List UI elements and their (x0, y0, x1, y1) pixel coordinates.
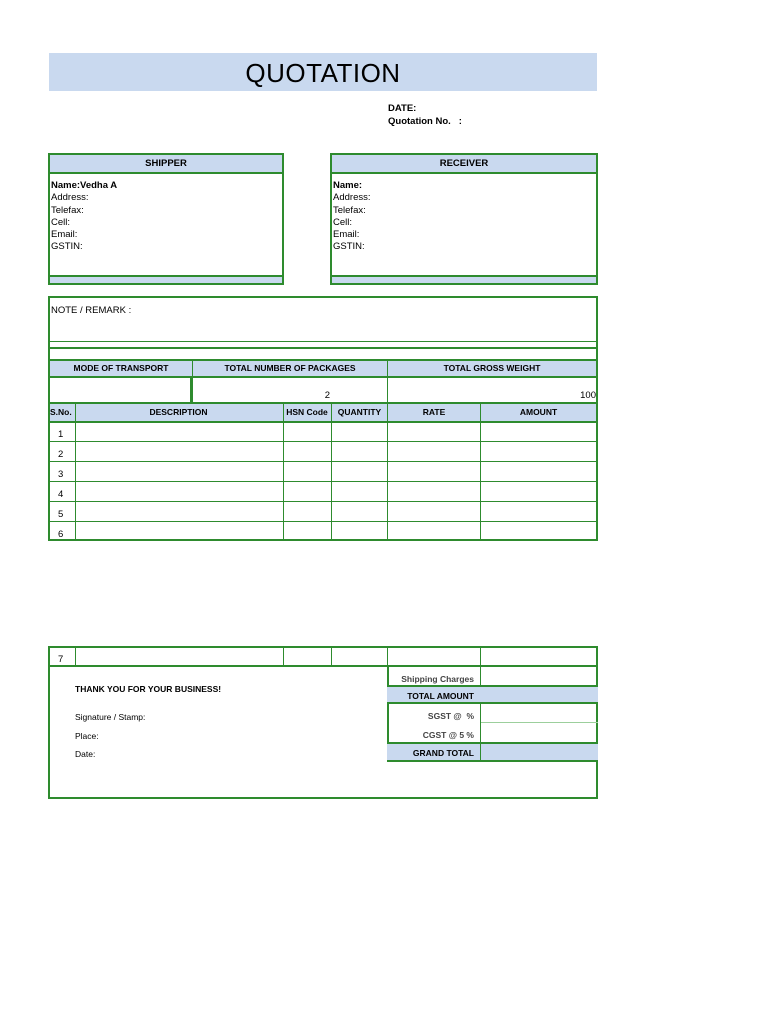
row-sno: 6 (58, 529, 64, 540)
row-divider (48, 501, 598, 502)
col-quantity-header: QUANTITY (337, 407, 382, 417)
col-amount-header: AMOUNT (519, 407, 558, 417)
total-packages-header: TOTAL NUMBER OF PACKAGES (224, 363, 356, 373)
row-sno: 3 (58, 469, 64, 480)
row-sno: 1 (58, 429, 64, 440)
signature-label: Signature / Stamp: (75, 712, 146, 722)
shipper-email: Email: (51, 229, 78, 241)
note-box (48, 296, 598, 361)
col-rate-header: RATE (422, 407, 446, 417)
place-label: Place: (75, 731, 99, 741)
col-hsn-header: HSN Code (286, 407, 328, 417)
total-gross-weight-header: TOTAL GROSS WEIGHT (443, 363, 541, 373)
note-divider (48, 341, 598, 342)
receiver-box (330, 153, 598, 285)
row-7-sno: 7 (58, 654, 64, 665)
shipper-footer-band (50, 275, 282, 283)
row-sno: 5 (58, 509, 64, 520)
receiver-email: Email: (333, 229, 360, 241)
mode-of-transport-header: MODE OF TRANSPORT (73, 363, 169, 373)
receiver-name: Name: (333, 180, 363, 191)
thank-you-text: THANK YOU FOR YOUR BUSINESS! (75, 684, 222, 694)
row-divider (48, 521, 598, 522)
shipper-box (48, 153, 284, 285)
shipper-address: Address: (51, 192, 89, 204)
grand-total-label: GRAND TOTAL (412, 748, 474, 758)
receiver-footer-band (332, 275, 596, 283)
total-packages-value[interactable]: 2 (324, 390, 330, 401)
cgst-label: CGST @ 5 % (422, 730, 474, 740)
note-label: NOTE / REMARK : (51, 305, 132, 316)
shipper-cell: Cell: (51, 216, 71, 228)
shipper-header: SHIPPER (50, 155, 282, 174)
col-description-header: DESCRIPTION (149, 407, 208, 417)
quotation-number-label: Quotation No. : (388, 116, 462, 127)
sgst-label: SGST @ % (427, 711, 474, 721)
shipping-charges-label: Shipping Charges (401, 674, 474, 684)
receiver-header: RECEIVER (332, 155, 596, 174)
note-divider (48, 347, 598, 349)
title-banner (49, 53, 597, 91)
column-divider (190, 378, 192, 403)
receiver-gstin: GSTIN: (333, 241, 365, 253)
row-divider (48, 441, 598, 442)
row-sno: 4 (58, 489, 64, 500)
row-divider (481, 722, 598, 723)
row-divider (48, 461, 598, 462)
total-amount-label: TOTAL AMOUNT (407, 691, 474, 701)
shipper-name: Name:Vedha A (51, 180, 118, 191)
page-title: QUOTATION (245, 58, 401, 88)
col-sno-header: S.No. (50, 407, 72, 417)
item-row-7 (48, 646, 598, 667)
shipper-telefax: Telefax: (51, 204, 84, 216)
row-sno: 2 (58, 449, 64, 460)
receiver-telefax: Telefax: (333, 204, 366, 216)
total-gross-weight-value[interactable]: 100 (580, 390, 596, 401)
date-footer-label: Date: (75, 749, 96, 759)
shipper-gstin: GSTIN: (51, 241, 83, 253)
row-divider (387, 665, 598, 667)
grand-total-divider (480, 742, 481, 762)
receiver-cell: Cell: (333, 216, 353, 228)
receiver-address: Address: (333, 192, 371, 204)
date-label: DATE: (388, 103, 417, 114)
row-divider (48, 481, 598, 482)
